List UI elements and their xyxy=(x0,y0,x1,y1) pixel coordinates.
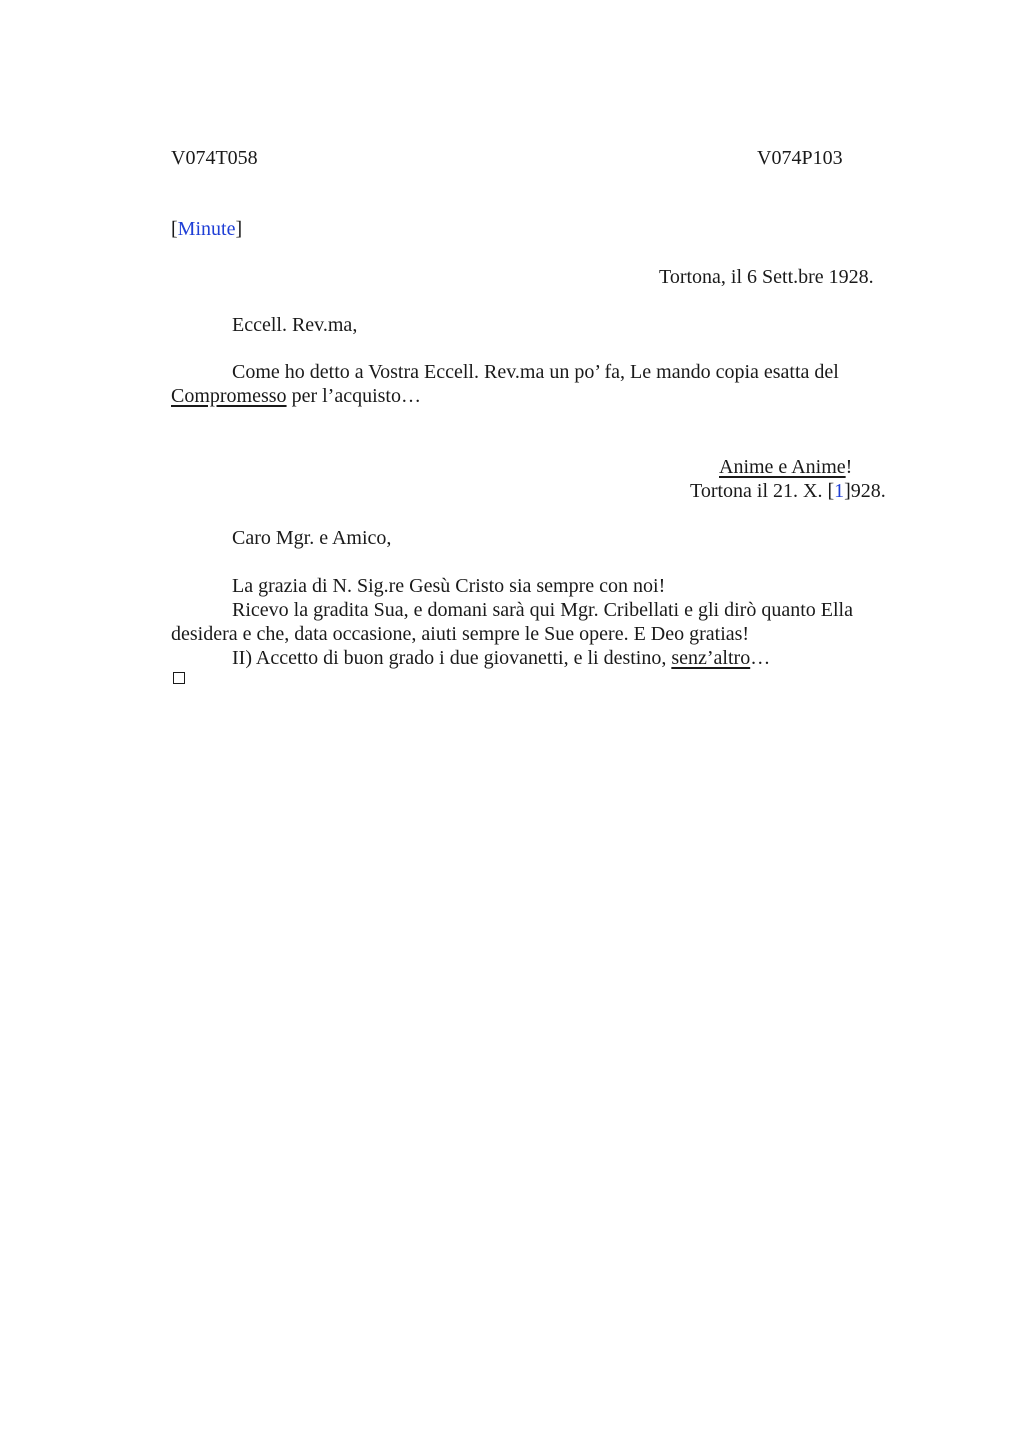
para3-suffix: … xyxy=(750,647,771,669)
end-marker-square-icon xyxy=(173,672,185,684)
close-bracket: ] xyxy=(235,218,243,240)
letter2-motto xyxy=(719,455,852,479)
letter1-salutation: Eccell. Rev.ma, xyxy=(232,314,358,336)
letter1-body-suffix: per l’acquisto… xyxy=(286,385,421,407)
motto-suffix: ! xyxy=(845,456,853,478)
letter2-paragraph-3 xyxy=(171,646,881,670)
document-code-right: V074P103 xyxy=(757,147,843,169)
letter2-date xyxy=(690,479,886,503)
letter2-date-suffix: ]928. xyxy=(844,480,886,502)
letter1-body-text: Come ho detto a Vostra Eccell. Rev.ma un po’ fa, Le mando copia esatta del xyxy=(232,361,839,383)
minute-reference xyxy=(171,217,242,241)
motto-underlined: Anime e Anime xyxy=(719,456,846,478)
para3-text: II) Accetto di buon grado i due giovanetti, e li destino, xyxy=(232,647,672,669)
minute-link[interactable]: Minute xyxy=(177,218,236,240)
open-bracket: [ xyxy=(171,218,178,240)
letter2-paragraph-2: Ricevo la gradita Sua, e domani sarà qui Mgr. Cribellati e gli dirò quanto Ella desidera e che, data occasione, aiuti sempre le Sue opere. E Deo gratias! xyxy=(171,599,853,645)
letter2-salutation: Caro Mgr. e Amico, xyxy=(232,527,392,549)
letter1-body-underlined: Compromesso xyxy=(171,385,287,407)
letter1-date: Tortona, il 6 Sett.bre 1928. xyxy=(659,266,874,288)
footnote-link[interactable]: 1 xyxy=(834,480,845,502)
letter1-body xyxy=(171,360,881,408)
letter2-body xyxy=(171,574,881,670)
para3-underlined: senz’altro xyxy=(671,647,751,669)
letter2-paragraph-1: La grazia di N. Sig.re Gesù Cristo sia sempre con noi! xyxy=(232,575,666,597)
letter2-date-prefix: Tortona il 21. X. [ xyxy=(690,480,835,502)
document-code-left: V074T058 xyxy=(171,147,258,169)
